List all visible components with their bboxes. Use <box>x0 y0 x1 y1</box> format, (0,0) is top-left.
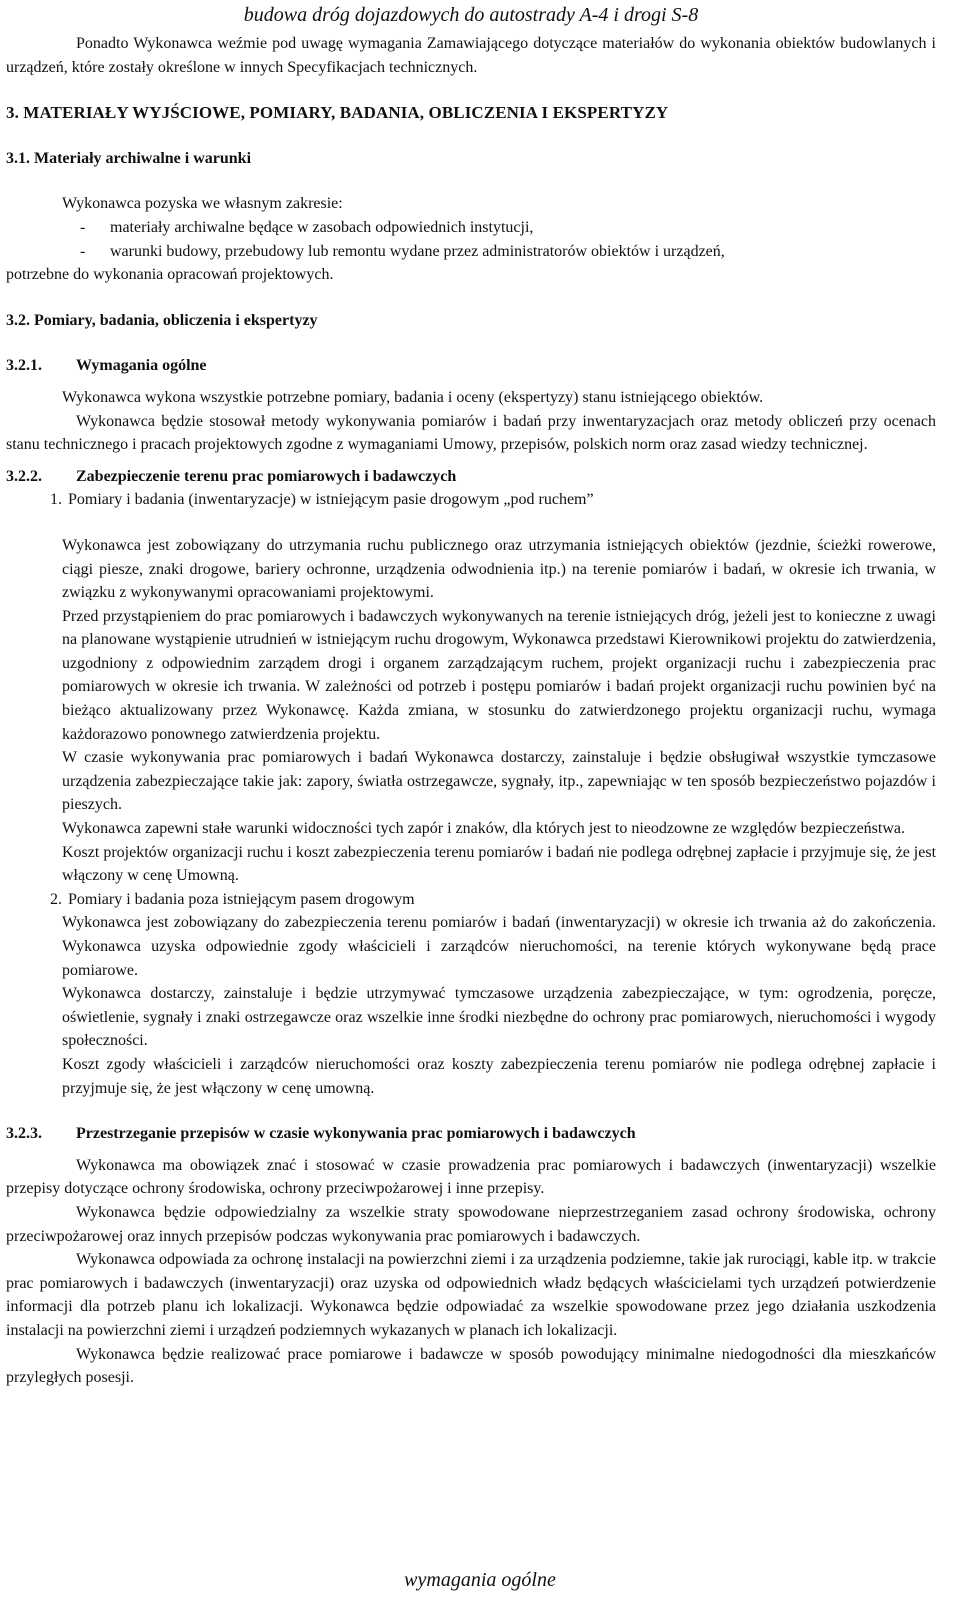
section-3-2-1-heading <box>6 354 936 378</box>
section-3-1-lead: Wykonawca pozyska we własnym zakresie: <box>62 195 343 213</box>
item-2-paragraph: Wykonawca dostarczy, zainstaluje i będzie utrzymywać tymczasowe urządzenia zabezpieczające, w tym: ogrodzenia, poręcze, oświetlenie, sygnały i znaki ostrzegawcze oraz wszelkie inne środki niezbędne do ochrony prac pomiarowych, nieruchomości i wygody społeczności. <box>62 985 936 1050</box>
section-3-2-3-paragraph: Wykonawca odpowiada za ochronę instalacji na powierzchni ziemi i za urządzenia podziemne, takie jak rurociągi, kable itp. w trakcie prac pomiarowych i badawczych (inwentaryzacji) oraz uzyska od odpowiednich władz będących właścicielami tych urządzeń potwierdzenie informacji dla potrzeb planu ich lokalizacji. Wykonawca będzie odpowiadać za wszelkie spowodowane przez jego działania uszkodzenia instalacji na powierzchni ziemi i urządzeń podziemnych wykazanych w planach ich lokalizacji. <box>6 1251 936 1339</box>
item-2-paragraph: Koszt zgody właścicieli i zarządców nieruchomości oraz koszty zabezpieczenia terenu pomiarów nie podlega odrębnej zapłacie i przyjmuje się, że jest włączony w cenę umowną. <box>62 1055 936 1097</box>
section-3-2-3-paragraph: Wykonawca będzie odpowiedzialny za wszelkie straty spowodowane nieprzestrzeganiem zasad ochrony środowiska, ochrony przeciwpożarowej oraz innych przepisów podczas wykonywania prac pomiarowych i badawczych. <box>6 1203 936 1245</box>
item-number: 1. <box>50 491 62 509</box>
section-title: Zabezpieczenie terenu prac pomiarowych i badawczych <box>76 467 457 485</box>
section-3-2-2-heading <box>6 465 936 489</box>
list-item: - materiały archiwalne będące w zasobach odpowiednich instytucji, <box>80 218 534 236</box>
section-3-1-tail: potrzebne do wykonania opracowań projektowych. <box>6 266 334 284</box>
item-title: Pomiary i badania poza istniejącym pasem drogowym <box>68 890 415 908</box>
intro-paragraph: Ponadto Wykonawca weźmie pod uwagę wymagania Zamawiającego dotyczące materiałów do wykonania obiektów budowlanych i urządzeń, które zostały określone w innych Specyfikacjach technicznych. <box>6 35 936 76</box>
item-number: 2. <box>50 890 62 908</box>
document-page <box>0 4 960 1614</box>
item-title: Pomiary i badania (inwentaryzacje) w istniejącym pasie drogowym „pod ruchem” <box>68 491 594 509</box>
numbered-item-1 <box>6 488 936 512</box>
section-3-2-3-paragraph: Wykonawca ma obowiązek znać i stosować w czasie prowadzenia prac pomiarowych i badawczych (inwentaryzacji) wszelkie przepisy dotyczące ochrony środowiska, ochrony przeciwpożarowej i inne przepisy. <box>6 1156 936 1198</box>
item-1-paragraph: Wykonawca zapewni stałe warunki widoczności tych zapór i znaków, dla których jest to nieodzowne ze względów bezpieczeństwa. <box>62 820 906 838</box>
item-1-paragraph: Koszt projektów organizacji ruchu i koszt zabezpieczenia terenu pomiarów i badań nie podlega odrębnej zapłacie i przyjmuje się, że jest włączony w cenę Umowną. <box>62 843 937 885</box>
item-1-paragraph: Wykonawca jest zobowiązany do utrzymania ruchu publicznego oraz utrzymania istniejących obiektów (jezdnie, ścieżki rowerowe, ciągi piesze, znaki drogowe, bariery ochronne, urządzenia odwodnienia itp.) na terenie pomiarów i badań, w okresie ich trwania, w związku z wykonywanymi opracowaniami projektowymi. <box>62 536 936 602</box>
section-3-2-heading: 3.2. Pomiary, badania, obliczenia i ekspertyzy <box>6 311 318 329</box>
item-2-paragraph: Wykonawca jest zobowiązany do zabezpieczenia terenu pomiarów i badań (inwentaryzacji) w okresie ich trwania aż do zakończenia. Wykonawca uzyska odpowiednie zgody właścicieli i zarządców nieruchomości, na terenie których wykonywane będą prace pomiarowe. <box>62 914 936 979</box>
list-item: - warunki budowy, przebudowy lub remontu wydane przez administratorów obiektów i urządzeń, <box>80 242 725 260</box>
section-title: Przestrzeganie przepisów w czasie wykonywania prac pomiarowych i badawczych <box>76 1125 636 1143</box>
section-3-2-3-heading <box>6 1122 936 1146</box>
section-3-heading: 3. MATERIAŁY WYJŚCIOWE, POMIARY, BADANIA, OBLICZENIA I EKSPERTYZY <box>6 103 669 123</box>
section-number: 3.2.1. <box>6 357 42 375</box>
running-footer: wymagania ogólne <box>404 1569 556 1591</box>
section-3-2-1-paragraph: Wykonawca będzie stosował metody wykonywania pomiarów i badań przy inwentaryzacjach oraz metody obliczeń przy ocenach stanu technicznego i pracach projektowych zgodne z wymaganiami Umowy, przepisów, polskich norm oraz zasad wiedzy technicznej. <box>6 412 936 454</box>
section-3-1-list <box>6 216 936 263</box>
section-3-1-heading: 3.1. Materiały archiwalne i warunki <box>6 149 252 167</box>
section-3-2-3-paragraph: Wykonawca będzie realizować prace pomiarowe i badawcze w sposób powodujący minimalne niedogodności dla mieszkańców przyległych posesji. <box>6 1345 936 1387</box>
item-1-paragraph: W czasie wykonywania prac pomiarowych i badań Wykonawca dostarczy, zainstaluje i będzie obsługiwał wszystkie tymczasowe urządzenia zabezpieczające takie jak: zapory, światła ostrzegawcze, sygnały, itp., zapewniając w ten sposób bezpieczeństwo pojazdów i pieszych. <box>62 749 936 814</box>
running-header: budowa dróg dojazdowych do autostrady A-4 i drogi S-8 <box>243 4 699 26</box>
section-title: Wymagania ogólne <box>76 357 207 375</box>
numbered-item-2 <box>6 888 936 912</box>
section-number: 3.2.3. <box>6 1125 42 1143</box>
item-1-paragraph: Przed przystąpieniem do prac pomiarowych i badawczych wykonywanych na terenie istniejących dróg, jeżeli jest to konieczne z uwagi na planowane wystąpienie utrudnień w istniejącym ruchu drogowym, Wykonawca przedstawi Kierownikowi projektu do zatwierdzenia, uzgodniony z odpowiednim zarządem drogi i organem zarządzającym ruchem, projekt organizacji ruchu i zabezpieczenia prac pomiarowych w okresie ich trwania. W zależności od potrzeb i postępu pomiarów i badań projekt organizacji ruchu powinien być na bieżąco aktualizowany przez Wykonawcę. Każda zmiana, w stosunku do zatwierdzonego projektu organizacji ruchu, wymaga każdorazowo ponownego zatwierdzenia projektu. <box>62 607 936 743</box>
section-number: 3.2.2. <box>6 467 42 485</box>
section-3-2-1-paragraph: Wykonawca wykona wszystkie potrzebne pomiary, badania i oceny (ekspertyzy) stanu istniejącego obiektów. <box>62 388 764 406</box>
